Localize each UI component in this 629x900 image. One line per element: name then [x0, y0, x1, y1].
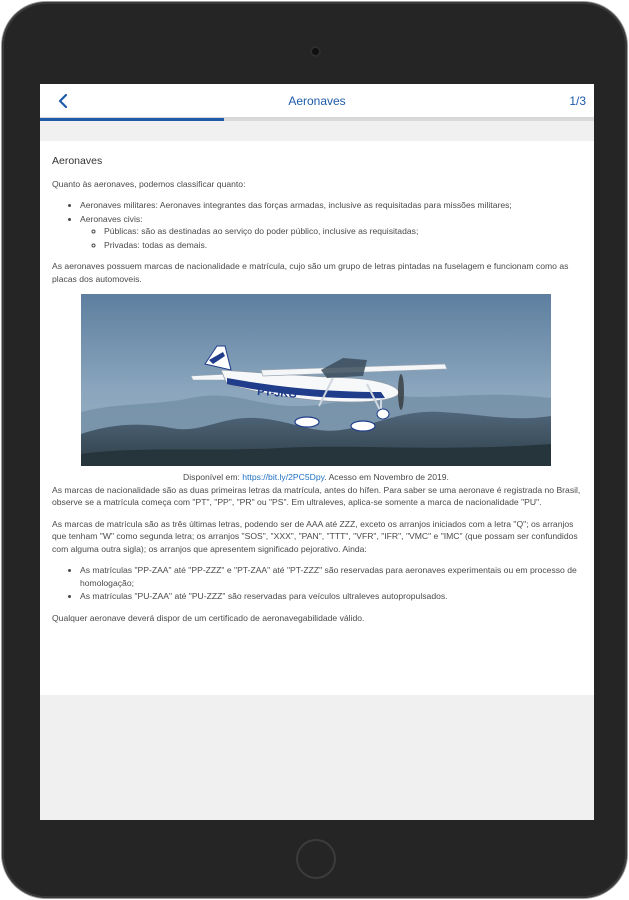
marks-paragraph: As aeronaves possuem marcas de nacionalidade e matrícula, cujo são um grupo de letras pintadas na fuselagem e funcionam como as placas dos automoveis.: [52, 261, 569, 284]
back-button[interactable]: [50, 88, 76, 114]
certificate-paragraph: Qualquer aeronave deverá dispor de um certificado de aeronavegabilidade válido.: [52, 612, 365, 623]
list-item: [80, 213, 582, 252]
navigation-bar: [40, 84, 594, 118]
app-screen: [40, 84, 594, 820]
sub-list-item: ◦ Privadas: todas as demais.: [104, 239, 582, 252]
nationality-paragraph: As marcas de nacionalidade são as duas primeiras letras da matrícula, antes do hífen. Para saber se uma aeronave é registrada no Brasil, observe se a matrícula começa com "PT", "PP", "PR" ou "PS". Em ultraleves, aplica-se somente a marca de nacionalidade "PU".: [52, 484, 581, 507]
article-content: [40, 141, 594, 695]
list-item: • As matrículas "PP-ZAA" até "PP-ZZZ" e "PT-ZAA" até "PT-ZZZ" são reservadas para aeronaves experimentais ou em processo de homologação;: [80, 564, 582, 589]
reading-progress-fill: [40, 118, 224, 121]
front-camera: [310, 46, 321, 57]
airplane-photo: [81, 294, 551, 466]
home-button[interactable]: [296, 839, 336, 879]
airplane-photo-image: [81, 294, 551, 466]
sub-list: [80, 225, 582, 251]
list-item: • As matrículas "PU-ZAA" até "PU-ZZZ" são reservadas para veículos ultraleves autopropulsados.: [80, 590, 582, 603]
list-item: • Aeronaves militares: Aeronaves integrantes das forças armadas, inclusive as requisitadas para missões militares;: [80, 199, 582, 212]
registration-paragraph: As marcas de matrícula são as três últimas letras, podendo ser de AAA até ZZZ, exceto os arranjos iniciados com a letra "Q"; os arranjos que tenham "W" como segunda letra; os arranjos "SOS", "XXX", "PAN", "TTT", "VFR", "IFR", "VMC" e "IMC" (que possam ser confundidos com alguma outra sigla); os arranjos que apresentem significado pejorativo. Ainda:: [52, 518, 578, 554]
page-indicator: 1/3: [569, 94, 586, 108]
list-item-label: Aeronaves civis:: [80, 213, 143, 224]
reserved-list: [52, 564, 582, 603]
caption-suffix: . Acesso em Novembro de 2019.: [324, 472, 449, 482]
tablet-frame: [2, 2, 627, 898]
aircraft-registration-mark: PT-JKG: [256, 386, 298, 401]
chevron-left-icon: [57, 93, 69, 109]
intro-paragraph: Quanto às aeronaves, podemos classificar quanto:: [52, 178, 246, 189]
article-heading: Aeronaves: [52, 155, 103, 167]
caption-prefix: Disponível em:: [183, 472, 243, 482]
page-title: Aeronaves: [288, 94, 346, 108]
reading-progress-bar: [40, 118, 594, 121]
figure-caption: [81, 471, 551, 484]
sub-list-item: ◦ Públicas: são as destinadas ao serviço do poder público, inclusive as requisitadas;: [104, 225, 582, 238]
source-link[interactable]: https://bit.ly/2PC5Dpy: [242, 472, 325, 482]
classification-list: [52, 199, 582, 251]
